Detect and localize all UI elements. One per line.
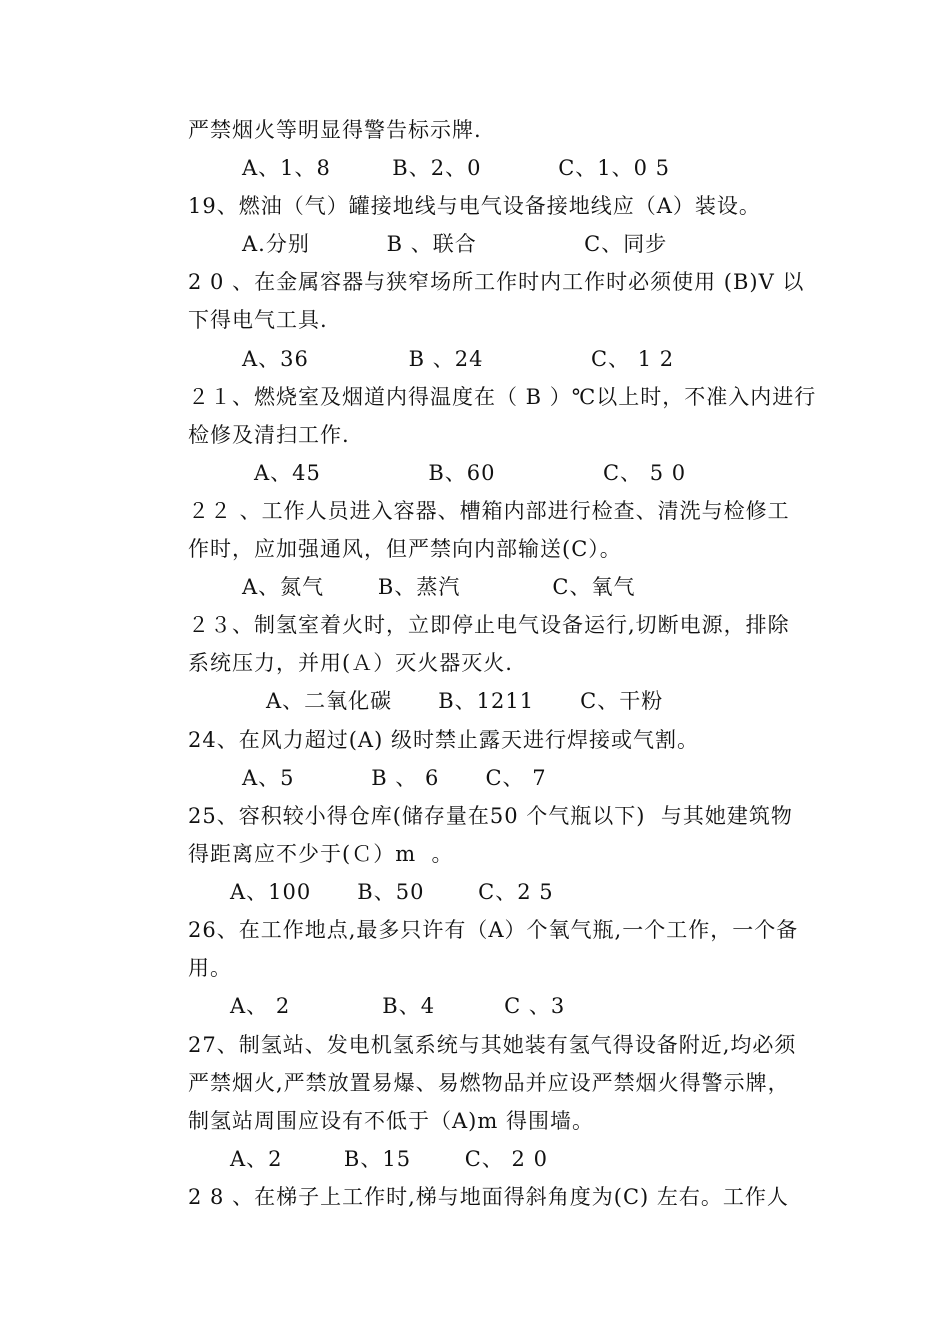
question-24: 24、在风力超过(A) 级时禁止露天进行焊接或气割。 [188,728,699,752]
answer-options: A、 2 B、4 C 、3 [230,994,566,1018]
text-line: 系统压力，并用(Ａ）灭火器灭火. [188,651,513,675]
question-26: 26、在工作地点,最多只许有（A）个氧气瓶,一个工作，一个备 [188,918,799,942]
answer-options: A、100 B、50 C、2 5 [230,880,554,904]
text-line: 得距离应不少于(Ｃ）m 。 [188,842,454,866]
answer-options: A.分别 B 、联合 C、同步 [242,232,668,256]
text-line: 制氢站周围应设有不低于（A)m 得围墙。 [188,1109,594,1133]
question-27: 27、制氢站、发电机氢系统与其她装有氢气得设备附近,均必须 [188,1033,797,1057]
question-22: ２２ 、工作人员进入容器、槽箱内部进行检查、清洗与检修工 [188,499,790,523]
text-line: 严禁烟火等明显得警告标示牌. [188,118,482,142]
text-line: 严禁烟火,严禁放置易爆、易燃物品并应设严禁烟火得警示牌， [188,1071,790,1095]
question-25: 25、容积较小得仓库(储存量在50 个气瓶以下) 与其她建筑物 [188,804,793,828]
text-line: 下得电气工具. [188,308,328,332]
text-line: 检修及清扫工作. [188,423,350,447]
answer-options: A、5 B 、 6 C、 7 [242,766,547,790]
question-28: 2 8 、在梯子上工作时,梯与地面得斜角度为(C) 左右。工作人 [188,1185,789,1209]
question-23: ２３、制氢室着火时，立即停止电气设备运行,切断电源，排除 [188,613,790,637]
text-line: 用。 [188,956,232,980]
answer-options: A、2 B、15 C、 2 0 [230,1147,548,1171]
answer-options: A、1、8 B、2、0 C、1、0 5 [242,156,671,180]
text-line: 作时，应加强通风，但严禁向内部输送(C）。 [188,537,622,561]
answer-options: A、二氧化碳 B、1211 C、干粉 [266,689,664,713]
question-21: ２１、燃烧室及烟道内得温度在（ B ）℃以上时，不准入内进行 [188,385,817,409]
answer-options: A、36 B 、24 C、 1 2 [242,347,675,371]
answer-options: A、氮气 B、蒸汽 C、氧气 [242,575,636,599]
answer-options: A、45 B、60 C、 5 0 [254,461,687,485]
question-19: 19、燃油（气）罐接地线与电气设备接地线应（A）装设。 [188,194,761,218]
question-20: 2 0 、在金属容器与狭窄场所工作时内工作时必须使用 (B)V 以 [188,270,805,294]
